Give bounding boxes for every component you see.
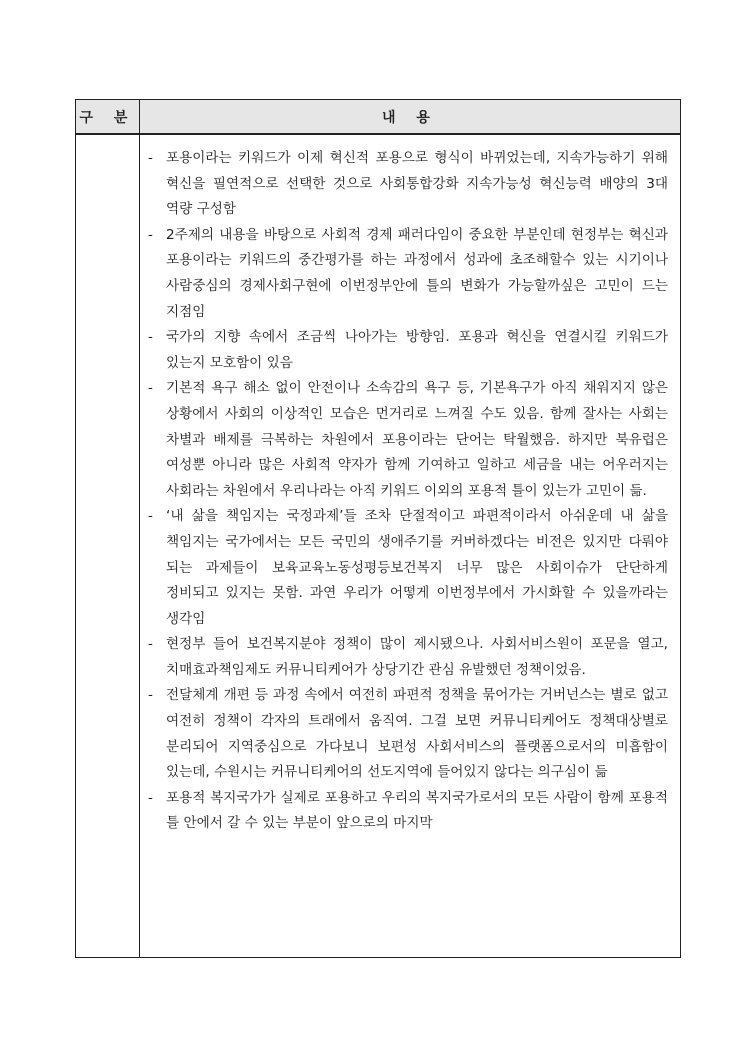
list-item (148, 683, 668, 785)
list-item-text: 전달체계 개편 등 과정 속에서 여전히 파편적 정책을 묶어가는 거버넌스는 별로 없고 여전히 정책이 각자의 트래에서 움직여. 그걸 보면 커뮤니티케어도 정책대상별로 분리되어 지역중심으로 가다보니 보편성 사회서비스의 플랫폼으로서의 미흡함이 있는데, 수원시는 커뮤니티케어의 선도지역에 들어있지 않다는 의구심이 듦 (166, 687, 668, 781)
list-item (148, 632, 668, 683)
list-item-text: ‘내 삶을 책임지는 국정과제’들 조차 단절적이고 파편적이라서 아쉬운데 내 삶을 책임지는 국가에서는 모든 국민의 생애주기를 커버하겠다는 비전은 있지만 다뤄야 되는 과제들이 보육교육노동성평등보건복지 너무 많은 사회이슈가 단단하게 정비되고 있지는 못함. 과연 우리가 어떻게 이번정부에서 가시화할 수 있을까라는 생각임 (166, 508, 668, 627)
list-item-text: 기본적 욕구 해소 없이 안전이나 소속감의 욕구 등, 기본욕구가 아직 채워지지 않은 상황에서 사회의 이상적인 모습은 먼거리로 느껴질 수도 있음. 함께 잘사는 사회는 차별과 배제를 극복하는 차원에서 포용이라는 단어는 탁월했음. 하지만 북유럽은 여성뿐 아니라 많은 사회적 약자가 함께 기여하고 일하고 세금을 내는 어우러지는 사회라는 차원에서 우리나라는 아직 키워드 이외의 포용적 틀이 있는가 고민이 듦. (166, 380, 668, 499)
list-item-text: 현정부 들어 보건복지분야 정책이 많이 제시됐으나. 사회서비스원이 포문을 열고, 치매효과책임제도 커뮤니티케어가 상당기간 관심 유발했던 정책이었음. (166, 636, 668, 678)
header-content: 내 용 (140, 100, 681, 135)
list-item (148, 786, 668, 837)
list-item (148, 376, 668, 504)
list-item-text: 2주제의 내용을 바탕으로 사회적 경제 패러다임이 중요한 부분인데 현정부는 혁신과 포용이라는 키워드의 중간평가를 하는 과정에서 성과에 초조해할수 있는 시기이나 사람중심의 경제사회구현에 이번정부안에 틀의 변화가 가능할까싶은 고민이 드는 지점임 (166, 226, 668, 320)
table-header-row (76, 100, 681, 135)
table-row (76, 134, 681, 958)
dash-marker: - (148, 329, 153, 346)
list-item-text: 포용이라는 키워드가 이제 혁신적 포용으로 형식이 바뀌었는데, 지속가능하기 위해 혁신을 필연적으로 선택한 것으로 사회통합강화 지속가능성 혁신능력 배양의 3대 역량 구성함 (166, 150, 668, 218)
dash-marker: - (148, 789, 153, 806)
bullet-list (140, 135, 680, 837)
list-item (148, 504, 668, 632)
list-item (148, 325, 668, 376)
dash-marker: - (148, 508, 153, 525)
content-cell (140, 134, 681, 958)
dash-marker: - (148, 150, 153, 166)
list-item (148, 223, 668, 325)
dash-marker: - (148, 636, 153, 653)
list-item-text: 국가의 지향 속에서 조금씩 나아가는 방향임. 포용과 혁신을 연결시킬 키워드가 있는지 모호함이 있음 (166, 329, 668, 371)
list-item-text: 포용적 복지국가가 실제로 포용하고 우리의 복지국가로서의 모든 사람이 함께 포용적 틀 안에서 갈 수 있는 부분이 앞으로의 마지막 (166, 789, 668, 832)
content-table (75, 99, 681, 958)
dash-marker: - (148, 687, 153, 704)
dash-marker: - (148, 380, 153, 397)
dash-marker: - (148, 226, 153, 243)
header-category: 구 분 (76, 100, 140, 135)
list-item (148, 146, 668, 223)
category-cell (76, 134, 140, 958)
